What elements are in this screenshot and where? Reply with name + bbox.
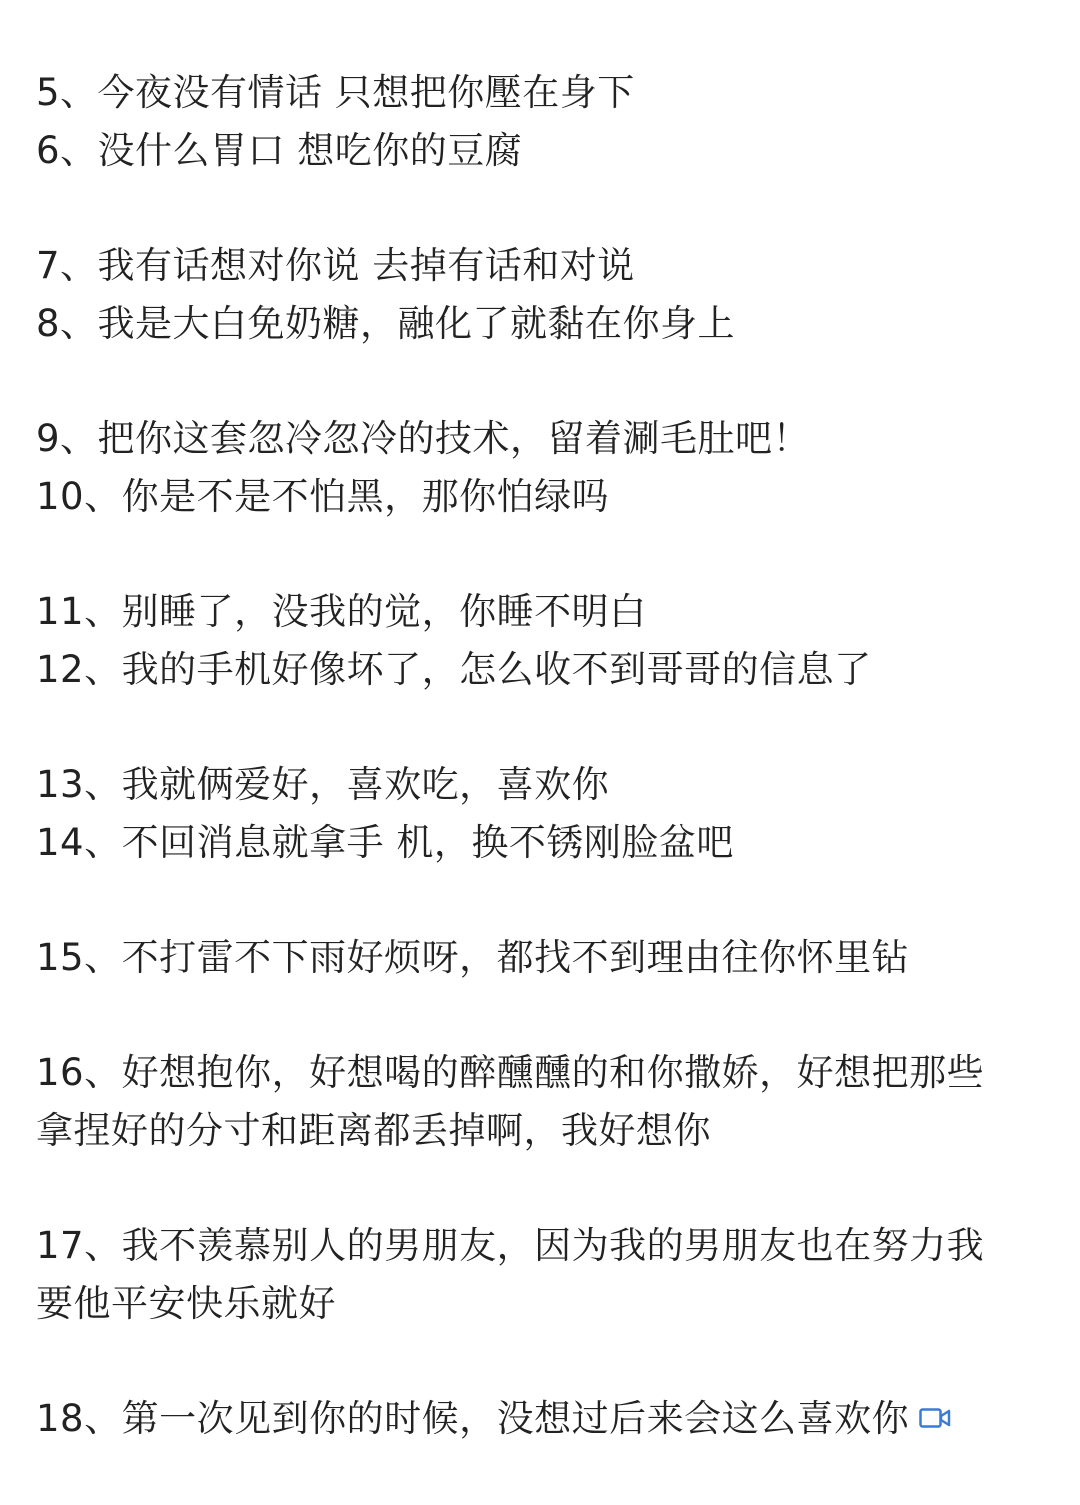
- quote-line: 16、好想抱你，好想喝的醉醺醺的和你撒娇，好想把那些: [36, 1051, 985, 1094]
- quote-line: 7、我有话想对你说 去掉有话和对说: [36, 244, 635, 287]
- quote-group-1: [36, 64, 1046, 180]
- quote-line: 6、没什么胃口 想吃你的豆腐: [36, 129, 523, 172]
- quote-group-8: [36, 1217, 1046, 1333]
- text-content: [36, 64, 1046, 1505]
- quote-line: 15、不打雷不下雨好烦呀，都找不到理由往你怀里钻: [36, 936, 910, 979]
- quote-group-9: [36, 1390, 1046, 1448]
- quote-line: [36, 1390, 1046, 1448]
- quote-text: 18、第一次见到你的时候，没想过后来会这么喜欢你: [36, 1397, 910, 1440]
- quote-group-2: [36, 237, 1046, 353]
- quote-group-3: [36, 410, 1046, 526]
- quote-line: 8、我是大白免奶糖，融化了就黏在你身上: [36, 302, 736, 345]
- quote-group-7: [36, 1044, 1046, 1160]
- quote-group-5: [36, 756, 1046, 872]
- quote-line: 拿捏好的分寸和距离都丢掉啊，我好想你: [36, 1109, 711, 1152]
- quote-group-4: [36, 583, 1046, 699]
- quote-line: 11、别睡了，没我的觉，你睡不明白: [36, 590, 647, 633]
- quote-line: 12、我的手机好像坏了，怎么收不到哥哥的信息了: [36, 648, 872, 691]
- quote-line: 9、把你这套忽冷忽冷的技术，留着涮毛肚吧！: [36, 417, 811, 460]
- quote-line: 13、我就俩爱好，喜欢吃，喜欢你: [36, 763, 610, 806]
- quote-group-6: [36, 929, 1046, 987]
- quote-line: 10、你是不是不怕黑，那你怕绿吗: [36, 475, 610, 518]
- quote-line: 17、我不羡慕别人的男朋友，因为我的男朋友也在努力我: [36, 1224, 985, 1267]
- quote-line: 要他平安快乐就好: [36, 1282, 336, 1325]
- video-camera-icon[interactable]: [919, 1407, 951, 1429]
- quote-line: 14、不回消息就拿手 机，换不锈刚脸盆吧: [36, 821, 734, 864]
- quote-line: 5、今夜没有情话 只想把你壓在身下: [36, 71, 635, 114]
